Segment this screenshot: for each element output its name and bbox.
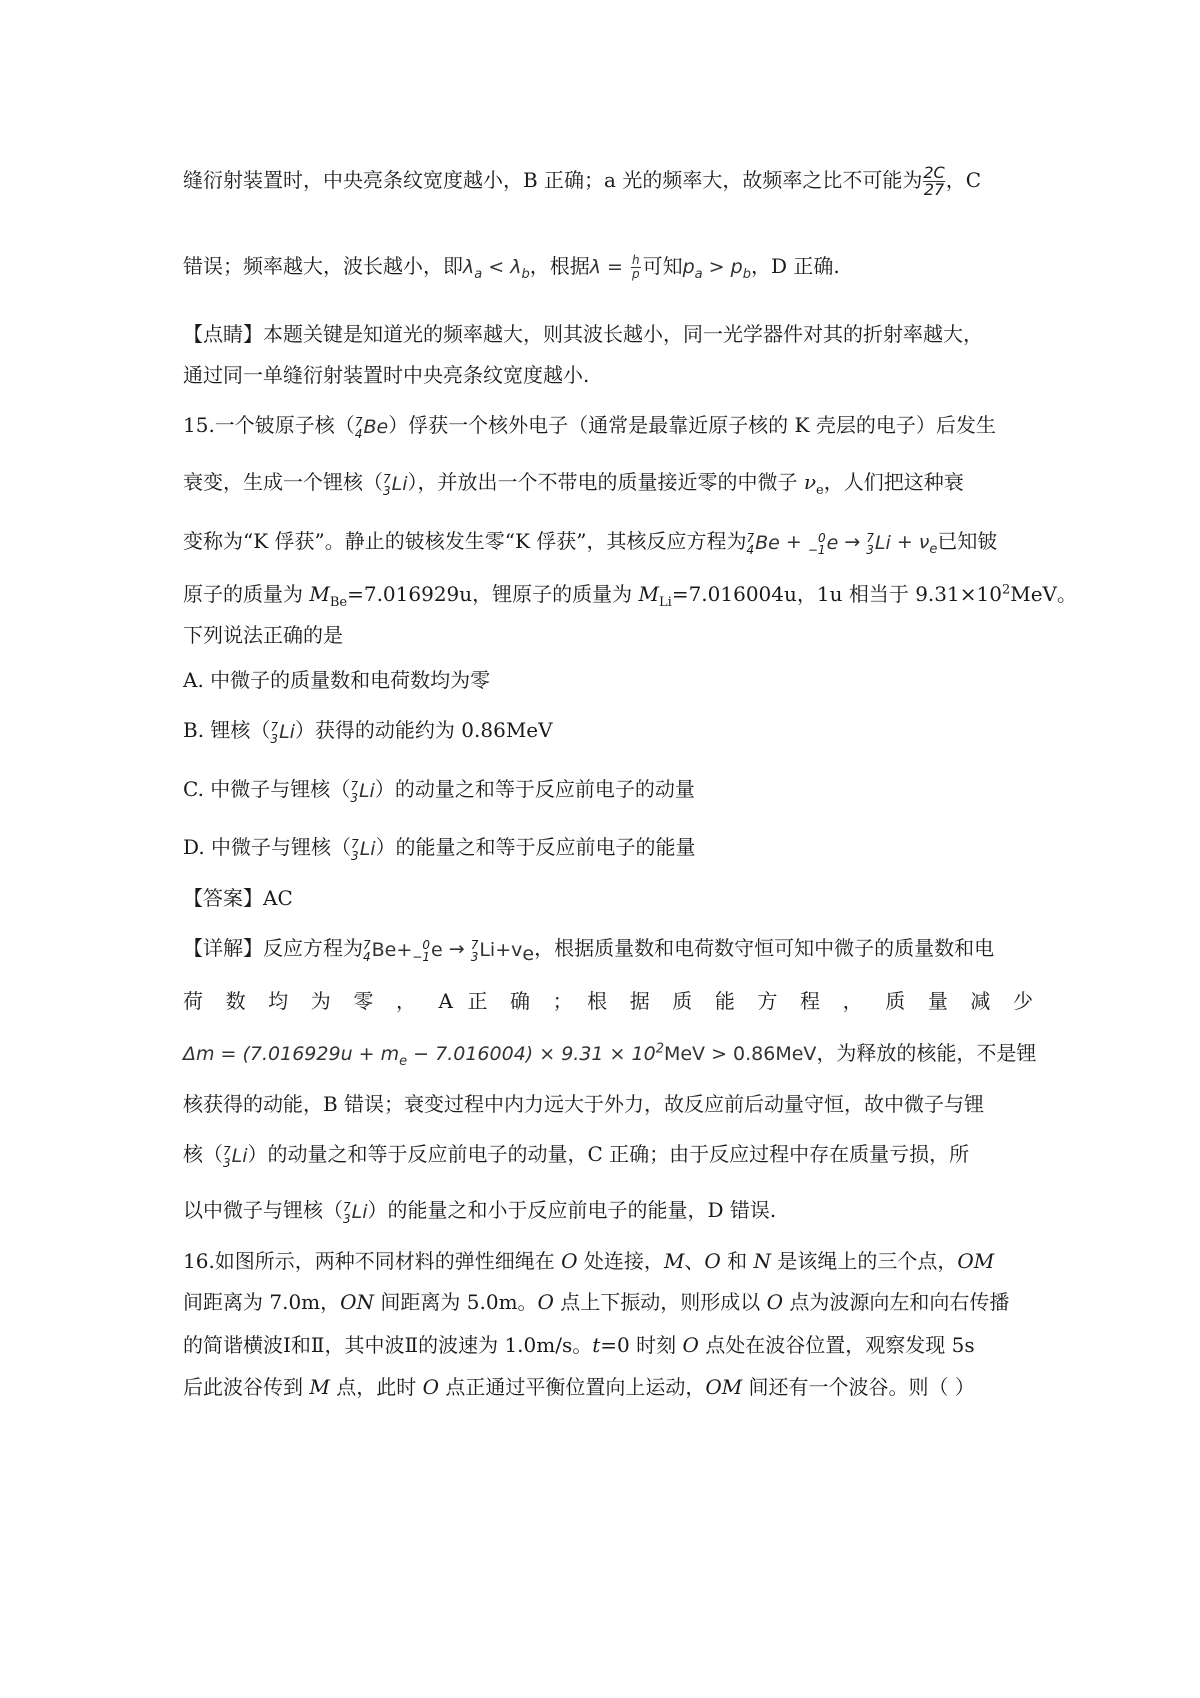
- explanation-line: 核获得的动能，B 错误；衰变过程中内力远大于外力，故反应前后动量守恒，故中微子与锂: [183, 1092, 985, 1116]
- explanation-line: 荷 数 均 为 零 ， A 正 确 ； 根 据 质 能 方 程 ， 质 量 减 少: [183, 989, 1033, 1013]
- mass-defect-formula: $\Delta m = (7.016929u + m_e - 7.016004) \times 9.31 \times 10^2MeV > 0.86MeV$: [183, 1041, 817, 1069]
- option-d: D. 中微子与锂核（ 7 3 Li）的能量之和等于反应前电子的能量: [183, 835, 696, 863]
- question-15-line: 15.一个铍原子核（ 7 4 Be）俘获一个核外电子（通常是最靠近原子核的 K 壳层的电子）后发生: [183, 413, 996, 441]
- question-16-line: 间距离为 7.0m，ON 间距离为 5.0m。O 点上下振动，则形成以 O 点为波源向左和向右传播: [183, 1290, 1010, 1314]
- electron-symbol: 0 −1 e: [412, 937, 443, 964]
- lithium-nuclide: 7 3 Li: [351, 836, 376, 863]
- lithium-nuclide: 7 3 Li: [350, 778, 375, 805]
- answer-line: 【答案】AC: [183, 886, 293, 910]
- lithium-nuclide: 7 3 Li: [866, 530, 891, 557]
- question-16-line: 16.如图所示，两种不同材料的弹性细绳在 O 处连接，M、O 和 N 是该绳上的三个点，OM: [183, 1249, 995, 1273]
- paragraph-line: 缝衍射装置时，中央亮条纹宽度越小，B 正确；a 光的频率大，故频率之比不可能为 $\frac{2C}{27}$ ，C: [183, 163, 982, 199]
- option-c: C. 中微子与锂核（ 7 3 Li）的动量之和等于反应前电子的动量: [183, 777, 695, 805]
- explanation-line: $\Delta m = (7.016929u + m_e - 7.016004) \times 9.31 \times 10^2MeV > 0.86MeV$，为释放的核能，不是锂: [183, 1041, 1037, 1069]
- question-16-line: 的简谐横波Ⅰ和Ⅱ，其中波Ⅱ的波速为 1.0m/s。t=0 时刻 O 点处在波谷位置，观察发现 5s: [183, 1333, 975, 1357]
- explanation-line: 核（ 7 3 Li）的动量之和等于反应前电子的动量，C 正确；由于反应过程中存在质量亏损，所: [183, 1142, 970, 1170]
- question-15-line: 下列说法正确的是: [183, 623, 343, 647]
- explanation-line: 以中微子与锂核（ 7 3 Li）的能量之和小于反应前电子的能量，D 错误.: [183, 1198, 777, 1226]
- lithium-nuclide: 7 3 Li: [343, 1199, 368, 1226]
- option-a: A. 中微子的质量数和电荷数均为零: [183, 668, 491, 692]
- fraction: $\frac{2C}{27}$: [923, 163, 945, 199]
- lithium-nuclide: 7 3 Li: [270, 719, 295, 746]
- beryllium-nuclide: 7 4 Be: [746, 530, 780, 557]
- question-15-line: 变称为“K 俘获”。静止的铍核发生零“K 俘获”，其核反应方程为 7 4 Be + 0 −1 e → 7 3 $Li + \nu_e$已知铍: [183, 529, 998, 557]
- question-16-line: 后此波谷传到 M 点，此时 O 点正通过平衡位置向上运动，OM 间还有一个波谷。则（ ）: [183, 1375, 975, 1399]
- paragraph-line: 错误；频率越大，波长越小，即$\lambda_a < \lambda_b$，根据λ = $\frac{h}{p}$ 可知$p_a > p_b$，D 正确.: [183, 253, 840, 282]
- momentum-inequality: $p_a > p_b$: [682, 256, 751, 282]
- de-broglie-formula: λ = $\frac{h}{p}$: [589, 253, 640, 281]
- tip-line: 【点睛】本题关键是知道光的频率越大，则其波长越小，同一光学器件对其的折射率越大，: [183, 322, 983, 346]
- lithium-nuclide: 7 3 Li: [223, 1143, 248, 1170]
- explanation-line: 【详解】反应方程为 7 4 Be+ 0 −1 e → 7 3 $Li+v_e$，根据质量数和电荷数守恒可知中微子的质量数和电: [183, 936, 995, 965]
- lithium-nuclide: 7 3 Li+v: [470, 937, 523, 964]
- inequality: $\lambda_a < \lambda_b$: [463, 256, 530, 282]
- question-15-line: 原子的质量为 $M_{Be}=7.016929u$，锂原子的质量为 $M_{Li}=7.016004u$，1u 相当于 $9.31\times 10^2MeV$。: [183, 582, 1077, 610]
- electron-symbol: 0 −1 e: [807, 530, 839, 557]
- tip-line: 通过同一单缝衍射装置时中央亮条纹宽度越小.: [183, 363, 590, 387]
- question-15-line: 衰变，生成一个锂核（ 7 3 Li），并放出一个不带电的质量接近零的中微子 $\nu_e$，人们把这种衰: [183, 470, 964, 498]
- beryllium-nuclide: 7 4 Be: [354, 414, 389, 441]
- option-b: B. 锂核（ 7 3 Li）获得的动能约为 0.86MeV: [183, 718, 553, 746]
- lithium-nuclide: 7 3 Li: [383, 471, 408, 498]
- beryllium-nuclide: 7 4 Be+: [363, 937, 413, 964]
